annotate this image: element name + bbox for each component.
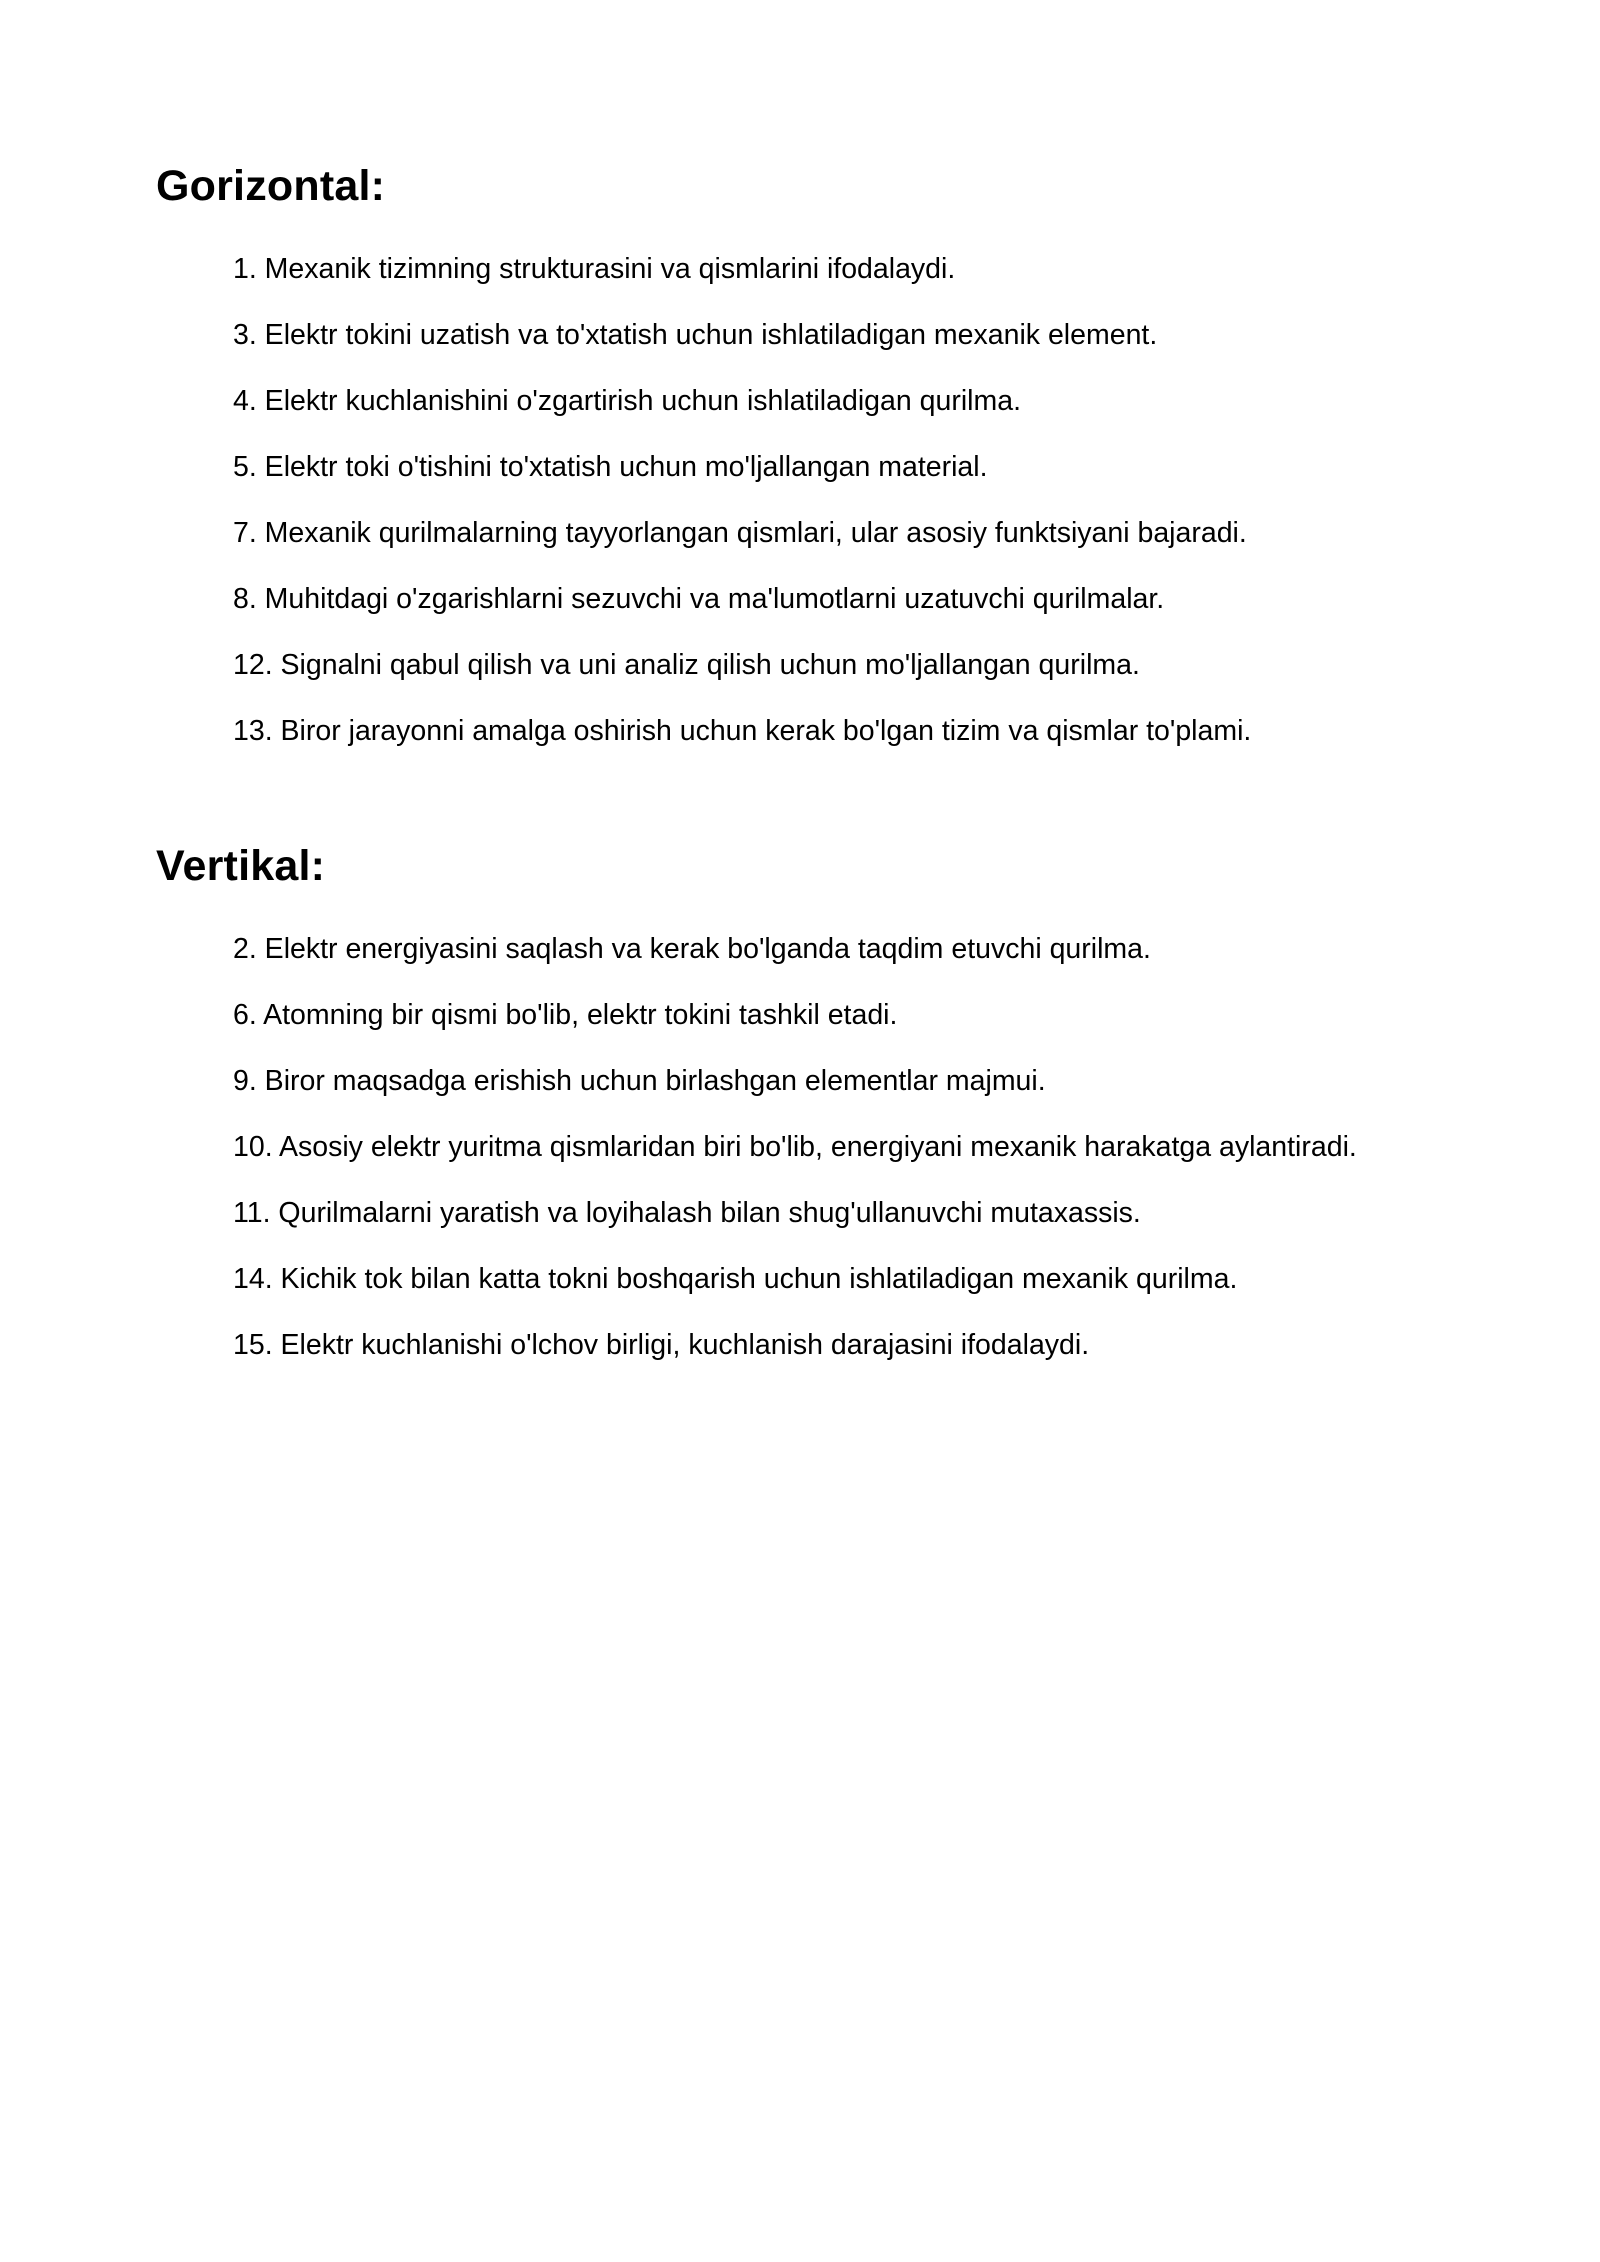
clue-item: 10. Asosiy elektr yuritma qismlaridan biri bo'lib, energiyani mexanik harakatga aylantiradi. <box>233 1131 1357 1163</box>
vertical-heading: Vertikal: <box>156 842 326 890</box>
clue-item: 5. Elektr toki o'tishini to'xtatish uchun mo'ljallangan material. <box>233 451 988 483</box>
clue-item: 11. Qurilmalarni yaratish va loyihalash bilan shug'ullanuvchi mutaxassis. <box>233 1197 1141 1229</box>
horizontal-clues-section <box>156 156 1456 747</box>
clue-item: 8. Muhitdagi o'zgarishlarni sezuvchi va ma'lumotlarni uzatuvchi qurilmalar. <box>233 583 1165 615</box>
clue-item: 15. Elektr kuchlanishi o'lchov birligi, kuchlanish darajasini ifodalaydi. <box>233 1329 1090 1361</box>
clue-item: 1. Mexanik tizimning strukturasini va qismlarini ifodalaydi. <box>233 253 956 285</box>
clue-item: 6. Atomning bir qismi bo'lib, elektr tokini tashkil etadi. <box>233 999 898 1031</box>
clue-item: 4. Elektr kuchlanishini o'zgartirish uchun ishlatiladigan qurilma. <box>233 385 1022 417</box>
clue-item: 14. Kichik tok bilan katta tokni boshqarish uchun ishlatiladigan mexanik qurilma. <box>233 1263 1238 1295</box>
clue-item: 13. Biror jarayonni amalga oshirish uchun kerak bo'lgan tizim va qismlar to'plami. <box>233 715 1252 747</box>
clue-item: 7. Mexanik qurilmalarning tayyorlangan qismlari, ular asosiy funktsiyani bajaradi. <box>233 517 1247 549</box>
horizontal-heading: Gorizontal: <box>156 162 386 210</box>
clue-item: 3. Elektr tokini uzatish va to'xtatish uchun ishlatiladigan mexanik element. <box>233 319 1158 351</box>
vertical-clue-list <box>233 916 1473 1378</box>
vertical-clues-section <box>156 836 1456 1361</box>
horizontal-clue-list <box>233 236 1473 764</box>
clue-item: 9. Biror maqsadga erishish uchun birlashgan elementlar majmui. <box>233 1065 1046 1097</box>
clue-item: 12. Signalni qabul qilish va uni analiz qilish uchun mo'ljallangan qurilma. <box>233 649 1140 681</box>
clue-item: 2. Elektr energiyasini saqlash va kerak bo'lganda taqdim etuvchi qurilma. <box>233 933 1151 965</box>
